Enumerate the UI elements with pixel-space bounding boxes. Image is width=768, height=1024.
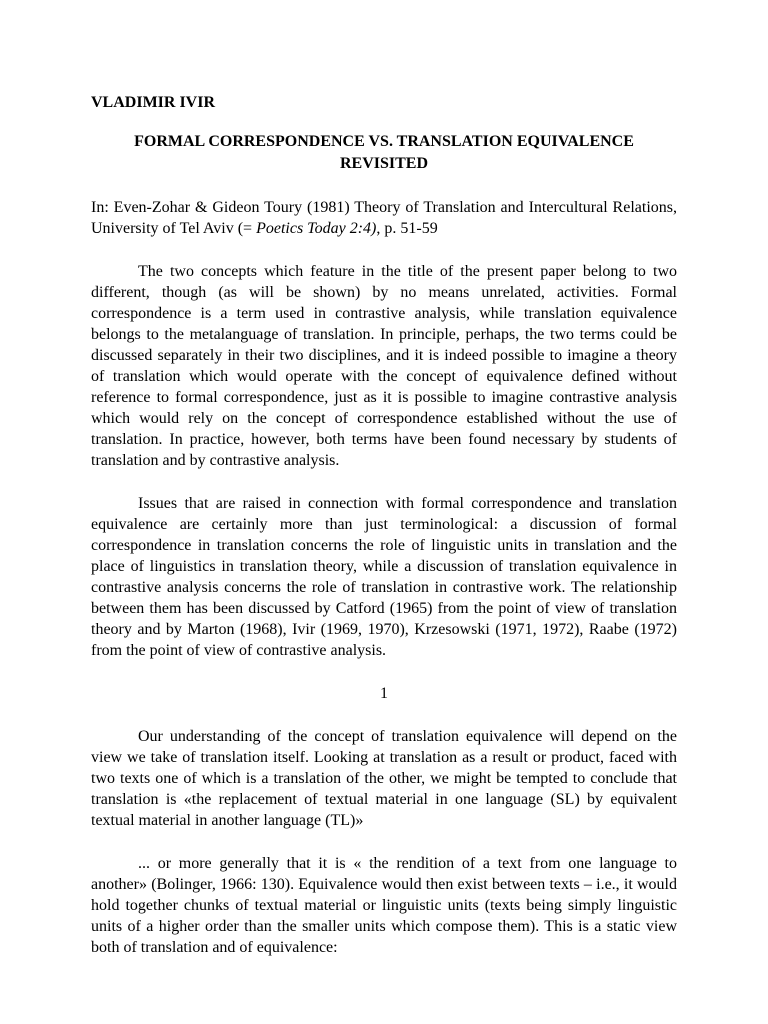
citation-prefix: In: Even-Zohar & Gideon Toury (1981) Theory of Translation and Intercultural Relations, University of Tel Aviv (= bbox=[91, 199, 677, 237]
citation bbox=[91, 197, 677, 239]
citation-suffix: , p. 51-59 bbox=[376, 220, 438, 237]
paragraph: The two concepts which feature in the title of the present paper belong to two different, though (as will be shown) by no means unrelated, activities. Formal correspondence is a term used in contrastive analysis, while translation equivalence belongs to the metalanguage of translation. In principle, perhaps, the two terms could be discussed separately in their two disciplines, and it is indeed possible to imagine a theory of translation which would operate with the concept of equivalence defined without reference to formal correspondence, just as it is possible to imagine contrastive analysis which would rely on the concept of correspondence established without the use of translation. In practice, however, both terms have been found necessary by students of translation and by contrastive analysis. bbox=[91, 263, 677, 469]
document-page bbox=[91, 92, 677, 958]
citation-journal: Poetics Today 2:4) bbox=[256, 220, 377, 237]
paragraph: ... or more generally that it is « the rendition of a text from one language to another» (Bolinger, 1966: 130). Equivalence would then exist between texts – i.e., it would hold together chunks of textual material or linguistic units (texts being simply linguistic units of a higher order than the smaller units which compose them). This is a static view both of translation and of equivalence: bbox=[91, 855, 677, 956]
paragraph: Issues that are raised in connection with formal correspondence and translation equivalence are certainly more than just terminological: a discussion of formal correspondence in translation concerns the role of linguistic units in translation and the place of linguistics in translation theory, while a discussion of translation equivalence in contrastive analysis concerns the role of translation in contrastive work. The relationship between them has been discussed by Catford (1965) from the point of view of translation theory and by Marton (1968), Ivir (1969, 1970), Krzesowski (1971, 1972), Raabe (1972) from the point of view of contrastive analysis. bbox=[91, 495, 677, 659]
author-name: VLADIMIR IVIR bbox=[91, 94, 216, 111]
section-number: 1 bbox=[380, 685, 388, 702]
paper-title: FORMAL CORRESPONDENCE VS. TRANSLATION EQUIVALENCE REVISITED bbox=[134, 133, 634, 172]
paragraph: Our understanding of the concept of translation equivalence will depend on the view we take of translation itself. Looking at translation as a result or product, faced with two texts one of which is a translation of the other, we might be tempted to conclude that translation is «the replacement of textual material in one language (SL) by equivalent textual material in another language (TL)» bbox=[91, 728, 677, 829]
